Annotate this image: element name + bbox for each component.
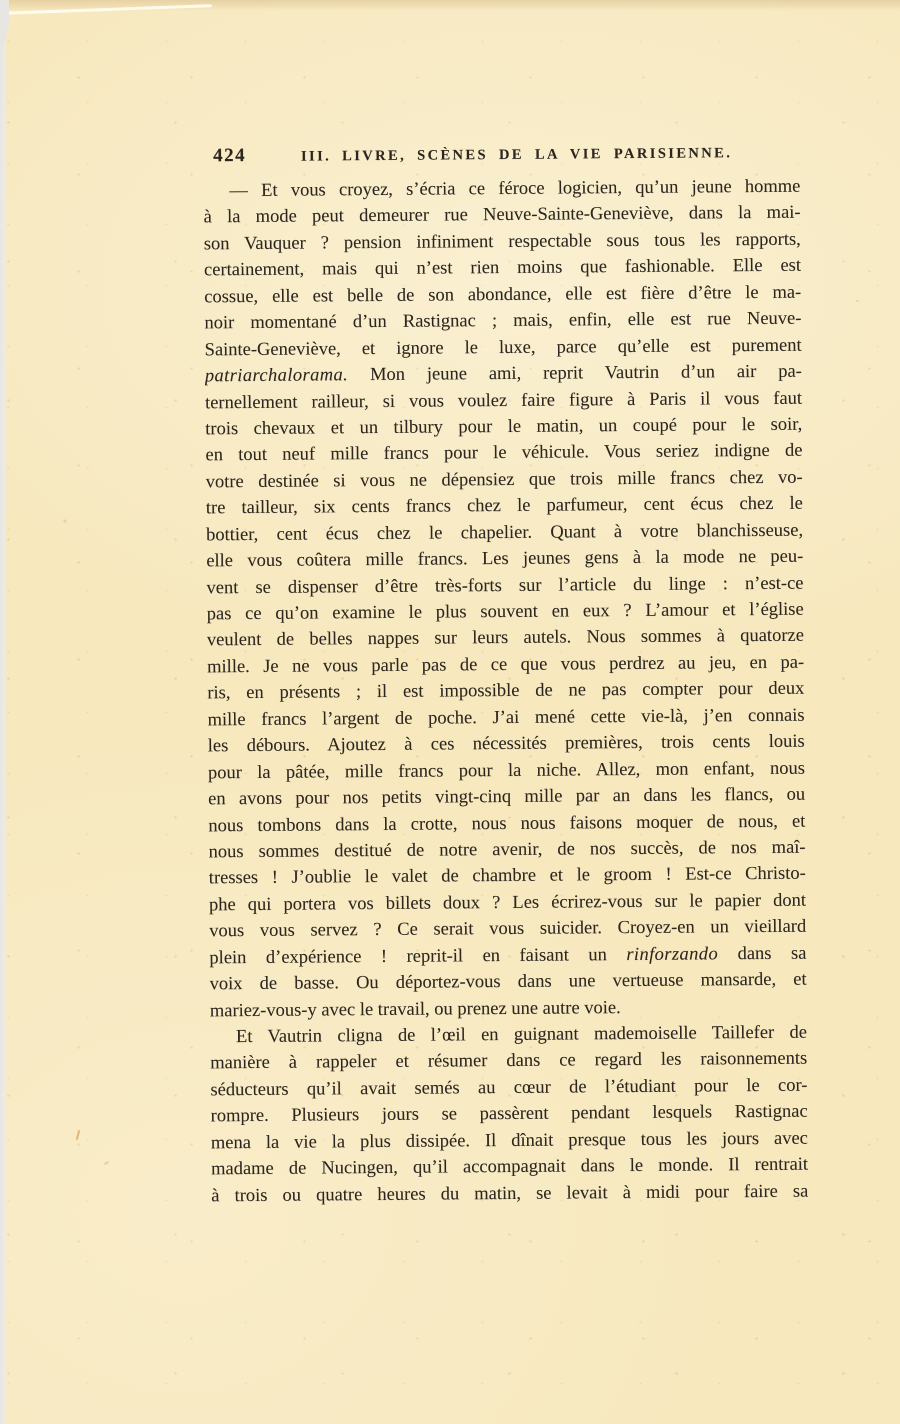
paragraph <box>203 174 807 1025</box>
page-number: 424 <box>213 145 247 167</box>
text-segment: les débours. Ajoutez à ces nécessités premières, trois cents louis <box>207 731 805 757</box>
text-segment: — Et vous croyez, s’écria ce féroce logicien, qu’un jeune homme <box>229 176 801 202</box>
text-segment: en avons pour nos petits vingt-cinq mille par an dans les flancs, ou <box>208 784 806 810</box>
text-segment: Mon jeune ami, reprit Vautrin d’un air pa- <box>348 361 802 386</box>
text-segment: manière à rappeler et résumer dans ce regard les raisonnements <box>210 1049 808 1074</box>
text-segment: mariez-vous-y avec le travail, ou prenez une autre voie. <box>209 997 621 1021</box>
text-segment: ternellement railleur, si vous voulez faire figure à Paris il vous faut <box>204 388 803 413</box>
text-segment: à trois ou quatre heures du matin, se levait à midi pour faire sa <box>211 1181 809 1206</box>
text-segment: séducteurs qu’il avait semés au cœur de l’étudiant pour le cor- <box>210 1075 808 1101</box>
text-segment: cossue, elle est belle de son abondance, elle est fière d’être le ma- <box>204 282 802 308</box>
paragraph <box>210 1020 808 1210</box>
text-line <box>211 1152 808 1183</box>
text-segment: voix de basse. Ou déportez-vous dans une vertueuse mansarde, et <box>209 969 807 995</box>
text-segment: mena la vie la plus dissipée. Il dînait presque tous les jours avec <box>210 1128 808 1154</box>
text-segment: certainement, mais qui n’est rien moins que fashionable. Elle est <box>203 255 802 281</box>
scan-corner-edge <box>0 0 9 70</box>
text-segment: trois chevaux et un tilbury pour le matin, un coupé pour le soir, <box>205 414 803 440</box>
text-line <box>205 359 802 390</box>
text-segment: à la mode peut demeurer rue Neuve-Sainte-Geneviève, dans la mai- <box>203 203 801 228</box>
text-line <box>204 306 801 337</box>
text-segment: pas ce qu’on examine le plus souvent en eux ? L’amour et l’église <box>206 599 804 625</box>
text-segment: en tout neuf mille francs pour le véhicule. Vous seriez indigne de <box>205 441 803 466</box>
text-segment: veulent de belles nappes sur leurs autels. Nous sommes à quatorze <box>206 626 804 651</box>
text-segment: tre tailleur, six cents francs chez le parfumeur, cent écus chez le <box>205 493 803 519</box>
text-line <box>209 967 806 998</box>
text-segment: vent se dispenser d’être très-forts sur l’article du linge : n’est-ce <box>206 573 804 598</box>
text-segment: rinforzando <box>626 944 719 965</box>
text-line <box>208 782 805 813</box>
text-segment: pour la pâtée, mille francs pour la niche. Allez, mon enfant, nous <box>207 758 805 783</box>
text-segment: nous sommes destitué de notre avenir, de nos succès, de nos maî- <box>208 837 806 863</box>
text-segment: votre destinée si vous ne dépensiez que trois mille francs chez vo- <box>205 467 803 493</box>
text-segment: tresses ! J’oublie le valet de chambre et le groom ! Est-ce Christo- <box>208 864 806 889</box>
text-segment: madame de Nucingen, qu’il accompagnait dans le monde. Il rentrait <box>210 1154 809 1180</box>
text-segment: dans sa <box>717 943 807 965</box>
text-segment: Sainte-Geneviève, et ignore le luxe, parce qu’elle est purement <box>204 335 802 360</box>
text-segment: elle vous coûtera mille francs. Les jeunes gens à la mode ne peu- <box>206 546 804 572</box>
text-block <box>203 174 808 1210</box>
text-segment: vous vous servez ? Ce serait vous suicider. Croyez-en un vieillard <box>209 916 807 942</box>
text-segment: mille. Je ne vous parle pas de ce que vous perdrez au jeu, en pa- <box>207 652 805 678</box>
text-line <box>206 544 803 575</box>
text-line <box>211 1178 808 1209</box>
paper-speck <box>856 300 859 302</box>
text-segment: noir momentané d’un Rastignac ; mais, enfin, elle est rue Neuve- <box>204 308 802 334</box>
text-segment: Et Vautrin cligna de l’œil en guignant mademoiselle Taillefer de <box>235 1022 808 1048</box>
running-title: III. LIVRE, SCÈNES DE LA VIE PARISIENNE. <box>300 144 733 165</box>
page-content <box>203 141 808 1210</box>
text-segment: ris, en présents ; il est impossible de ne pas compter pour deux <box>207 678 805 704</box>
text-segment: nous tombons dans la crotte, nous nous faisons moquer de nous, et <box>208 811 806 836</box>
text-segment: plein d’expérience ! reprit-il en faisant un <box>209 944 627 969</box>
text-segment: patriarchalorama. <box>204 365 349 387</box>
text-segment: mille francs l’argent de poche. J’ai mené cette vie-là, j’en connais <box>207 705 805 731</box>
text-segment: phe qui portera vos billets doux ? Les écrirez-vous sur le papier dont <box>208 890 807 916</box>
page-header <box>203 141 800 179</box>
text-segment: son Vauquer ? pension infiniment respectable sous tous les rapports, <box>203 229 801 255</box>
text-line <box>208 729 805 760</box>
text-segment: rompre. Plusieurs jours se passèrent pendant lesquels Rastignac <box>210 1101 808 1127</box>
text-segment: bottier, cent écus chez le chapelier. Quant à votre blanchisseuse, <box>205 520 804 546</box>
